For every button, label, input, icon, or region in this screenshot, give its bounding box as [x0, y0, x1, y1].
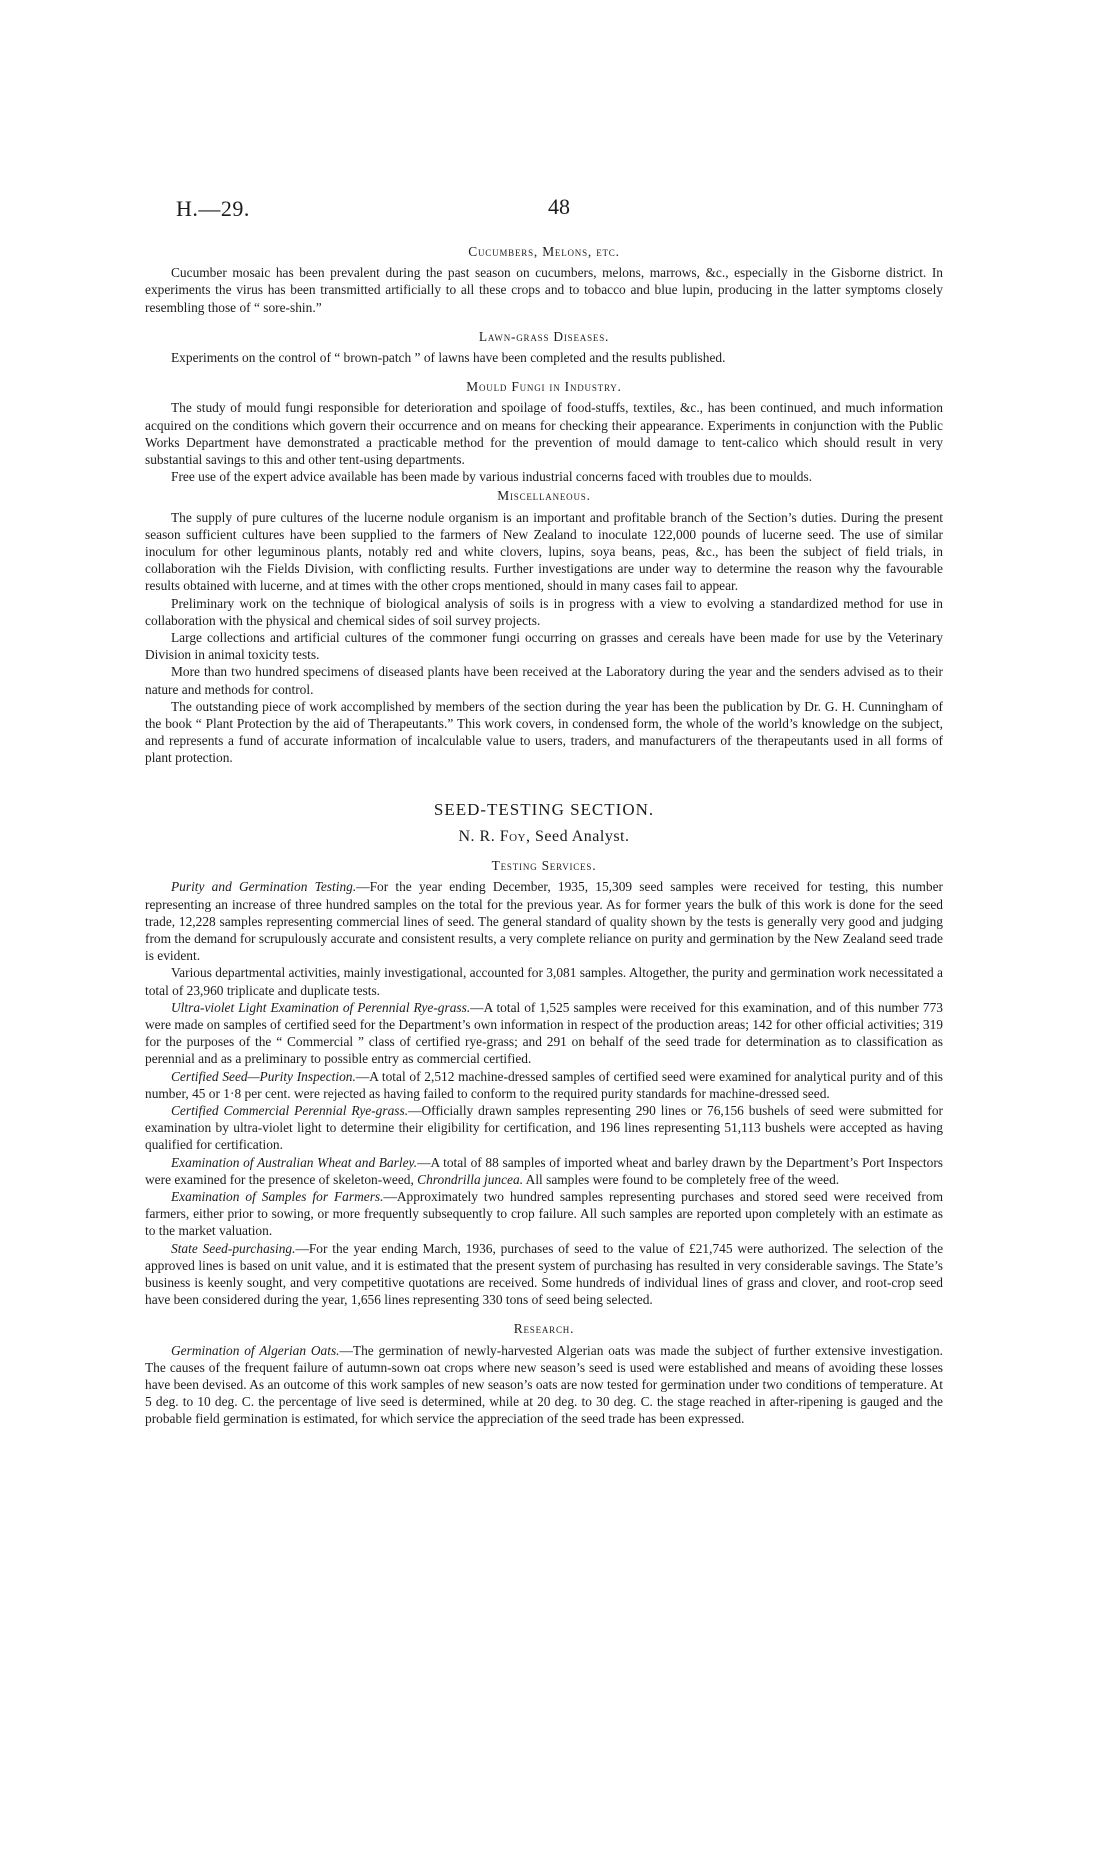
section-heading: Lawn-grass Diseases. — [478, 328, 610, 344]
paragraph: Experiments on the control of “ brown-patch ” of lawns have been completed and the results published. — [171, 350, 726, 366]
paragraph — [145, 1154, 943, 1188]
paragraph-text: —Officially drawn samples representing 290 lines or 76,156 bushels of seed were submitted for examination by ultra-violet light to determine their eligibility for certification, and 196 lines representing 51,113 bushels were accepted as having qualified for certification. — [145, 1102, 943, 1153]
seed-testing-subtitle — [145, 828, 943, 845]
paragraph: Preliminary work on the technique of biological analysis of soils is in progress with a view to evolving a standardized method for use in collaboration with the physical and chemical sides of soil survey projects. — [145, 595, 943, 628]
section-heading: Cucumbers, Melons, etc. — [468, 244, 620, 259]
subtitle-role: , Seed Analyst. — [526, 827, 630, 845]
paragraph: Free use of the expert advice available has been made by various industrial concerns faced with troubles due to moulds. — [171, 469, 813, 485]
paragraph-text: —For the year ending March, 1936, purchases of seed to the value of £21,745 were authorized. The selection of the approved lines is based on unit value, and it is estimated that the present system of purchasing has resulted in very considerable savings. The State’s business is keenly sought, and very competitive quotations are received. Some hundreds of individual lines of grass and clover, and root-crop seed have been considered during the year, 1,656 lines representing 330 tons of seed being selected. — [145, 1240, 944, 1308]
paragraph-lead: Germination of Algerian Oats. — [171, 1342, 340, 1358]
paragraph — [145, 1068, 943, 1102]
paragraph-lead: Purity and Germination Testing. — [171, 879, 357, 895]
paragraph: The study of mould fungi responsible for deterioration and spoilage of food-stuffs, textiles, &c., has been continued, and much information acquired on the conditions which govern their occurrence and on means for checking their appearance. Experiments in conjunction with the Public Works Department have demonstrated a practicable method for the prevention of mould damage to tent-calico which should result in very substantial savings to this and other tent-using departments. — [145, 400, 943, 468]
section-heading: Testing Services. — [491, 858, 597, 874]
document-reference: H.—29. — [176, 196, 250, 221]
paragraph: More than two hundred specimens of diseased plants have been received at the Laboratory during the year and the senders advised as to their nature and methods for control. — [145, 664, 943, 697]
paragraph — [145, 1102, 943, 1154]
paragraph-lead: Certified Commercial Perennial Rye-grass. — [171, 1102, 409, 1118]
paragraph — [145, 1188, 943, 1240]
paragraph — [145, 999, 943, 1068]
paragraph-text: —For the year ending December, 1935, 15,309 seed samples were received for testing, this number representing an increase of three hundred samples on the total for the previous year. As for former years the bulk of this work is done for the seed trade, 12,228 samples representing commercial lines of seed. The general standard of quality shown by the tests is generally very good and judging from the demand for scrupulously accurate and consistent results, a very complete reliance on purity and germination by the New Zealand seed trade is evident. — [145, 879, 943, 964]
subtitle-name: N. R. Foy — [458, 827, 526, 845]
paragraph — [145, 878, 943, 964]
page-number: 48 — [548, 194, 570, 219]
paragraph-tail: All samples were found to be completely free of the weed. — [523, 1171, 840, 1187]
section-heading: Research. — [513, 1321, 575, 1337]
paragraph: The supply of pure cultures of the lucerne nodule organism is an important and profitable branch of the Section’s duties. During the present season sufficient cultures have been supplied to the farmers of New Zealand to inoculate 122,000 pounds of lucerne seed. The use of similar inoculum for other leguminous plants, notably red and white clovers, lupins, soya beans, peas, &c., has been the subject of field trials, in collaboration wih the Fields Division, with conflicting results. Further investigations are under way to determine the reason why the favourable results obtained with lucerne, and at times with the other crops mentioned, should in many cases fail to appear. — [145, 509, 943, 594]
paragraph-text: Various departmental activities, mainly investigational, accounted for 3,081 samples. Altogether, the purity and germination work necessitated a total of 23,960 triplicate and duplicate tests. — [145, 965, 943, 998]
paragraph — [145, 1240, 943, 1309]
species-name: Chrondrilla juncea. — [417, 1171, 524, 1187]
paragraph-text: —A total of 1,525 samples were received for this examination, and of this number 773 were made on samples of certified seed for the Department’s own information in respect of the production areas; 142 for other official activities; 319 for the purposes of the “ Commercial ” class of certified rye-grass; and 291 on behalf of the seed trade for determination as to classification as perennial and as a preliminary to possible entry as commercial certified. — [145, 999, 943, 1067]
seed-testing-title: SEED-TESTING SECTION. — [433, 799, 655, 819]
paragraph-lead: Examination of Samples for Farmers. — [171, 1188, 384, 1204]
paragraph-lead: State Seed-purchasing. — [171, 1240, 296, 1256]
paragraph-lead: Ultra-violet Light Examination of Perennial Rye-grass. — [171, 999, 471, 1015]
paragraph — [145, 964, 943, 998]
paragraph: The outstanding piece of work accomplished by members of the section during the year has been the publication by Dr. G. H. Cunningham of the book “ Plant Protection by the aid of Therapeutants.” This work covers, in condensed form, the whole of the world’s knowledge on the subject, and represents a fund of accurate information of incalculable value to users, traders, and manufacturers of the therapeutants used in all forms of plant protection. — [145, 698, 943, 766]
paragraph — [145, 1342, 943, 1428]
page-body — [145, 243, 943, 1428]
paragraph-text: —The germination of newly-harvested Algerian oats was made the subject of further extensive investigation. The causes of the frequent failure of autumn-sown oat crops where new season’s seed is used were established and means of avoiding these losses have been devised. As an outcome of this work samples of new season’s oats are now tested for germination under two conditions of temperature. At 5 deg. to 10 deg. C. the percentage of live seed is determined, while at 20 deg. to 30 deg. C. the stage reached in after-ripening is gauged and the probable field germination is estimated, for which service the appreciation of the seed trade has been expressed. — [145, 1342, 943, 1427]
paragraph-lead: Examination of Australian Wheat and Barley. — [171, 1154, 418, 1170]
paragraph-lead: Certified Seed—Purity Inspection. — [171, 1068, 356, 1084]
paragraph-text: —A total of 2,512 machine-dressed samples of certified seed were examined for analytical purity and of this number, 45 or 1·8 per cent. were rejected as having failed to conform to the required purity standards for machine-dressed seed. — [145, 1068, 944, 1101]
paragraph: Cucumber mosaic has been prevalent during the past season on cucumbers, melons, marrows, &c., especially in the Gisborne district. In experiments the virus has been transmitted artificially to all these crops and to tobacco and blue lupin, producing in the latter symptoms closely resembling those of “ sore-shin.” — [145, 265, 943, 315]
paragraph: Large collections and artificial cultures of the commoner fungi occurring on grasses and cereals have been made for use by the Veterinary Division in animal toxicity tests. — [145, 630, 943, 663]
paragraph-text: —Approximately two hundred samples representing purchases and stored seed were received from farmers, either prior to sowing, or more frequently subsequently to crop failure. All such samples are reported upon completely with an estimate as to the market valuation. — [145, 1188, 943, 1239]
paragraph-text: —A total of 88 samples of imported wheat and barley drawn by the Department’s Port Inspectors were examined for the presence of skeleton-weed, — [145, 1154, 944, 1187]
section-heading: Mould Fungi in Industry. — [466, 379, 622, 395]
section-heading: Miscellaneous. — [497, 488, 591, 504]
